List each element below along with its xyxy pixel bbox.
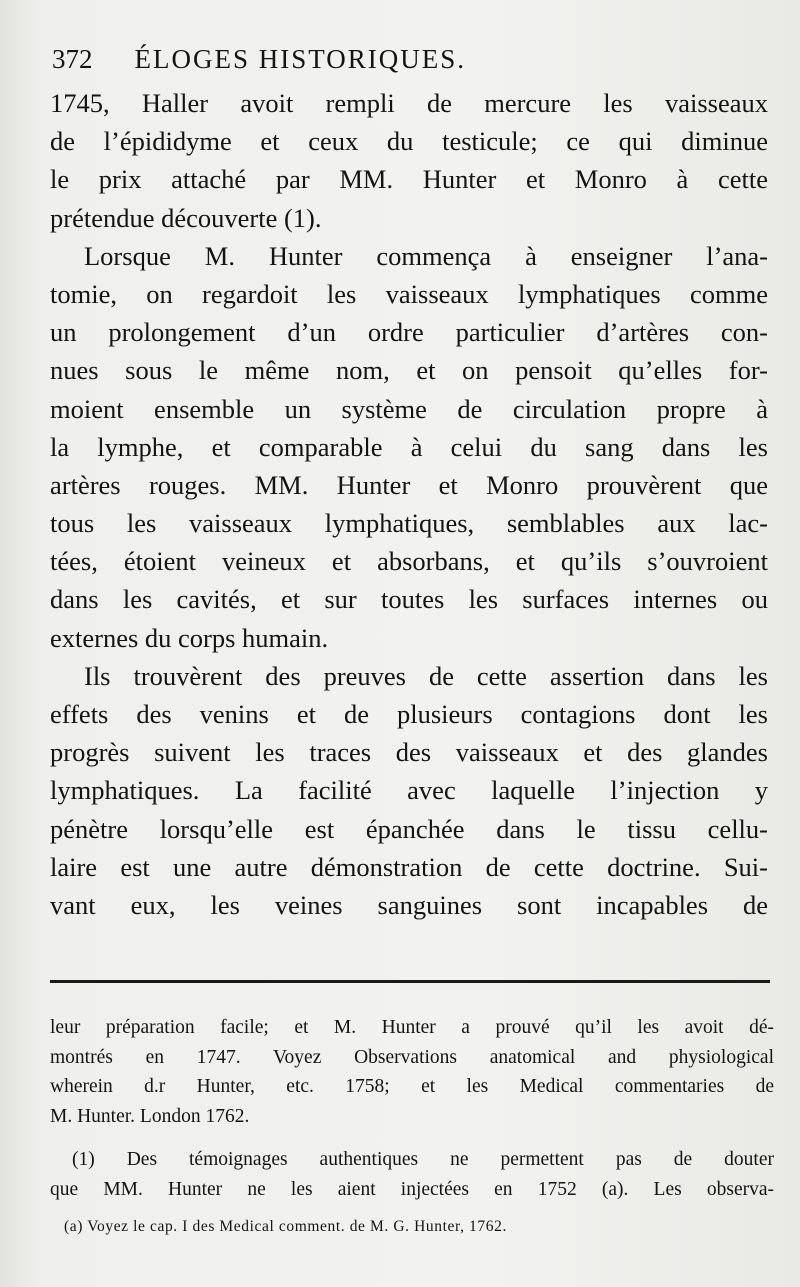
text-line: effets des venins et de plusieurs contagions dont les [50,699,768,729]
text-line: Ils trouvèrent des preuves de cette assertion dans les [84,660,768,691]
text-line: moient ensemble un système de circulation propre à [50,393,768,424]
text-line: Lorsque M. Hunter commença à enseigner l’ana- [84,240,768,271]
text-line: dans les cavités, et sur toutes les surfaces internes ou [50,584,768,615]
text-line: M. Hunter. London 1762. [50,1105,250,1127]
text-line: un prolongement d’un ordre particulier d’artères con- [50,317,768,348]
main-text [50,84,768,924]
footnote-1 [50,1145,774,1204]
page-header [52,44,760,84]
text-line: que MM. Hunter ne les aient injectées en 1752 (a). Les observa- [50,1178,774,1200]
text-line: externes du corps humain. [50,622,329,653]
subnote-a: (a) Voyez le cap. I des Medical comment. de M. G. Hunter, 1762. [64,1218,507,1235]
text-line: leur préparation facile; et M. Hunter a prouvé qu’il les avoit dé- [50,1017,774,1038]
text-line: vant eux, les veines sanguines sont incapables de [50,889,768,920]
text-line: progrès suivent les traces des vaisseaux et des glandes [50,737,768,768]
text-line: tous les vaisseaux lymphatiques, semblables aux lac- [50,508,768,539]
text-line: la lymphe, et comparable à celui du sang dans les [50,431,768,462]
text-line: laire est une autre démonstration de cette doctrine. Sui- [50,851,768,882]
footnote-rule [50,980,770,983]
text-line: montrés en 1747. Voyez Observations anatomical and physiological [50,1046,774,1068]
text-line: pénètre lorsqu’elle est épanchée dans le tissu cellu- [50,813,768,844]
text-line: tomie, on regardoit les vaisseaux lymphatiques comme [50,278,768,309]
text-line: tées, étoient veineux et absorbans, et qu’ils s’ouvroient [50,546,768,577]
text-line: le prix attaché par MM. Hunter et Monro à cette [50,164,768,195]
text-line: nues sous le même nom, et on pensoit qu’elles for- [50,355,768,386]
text-line: wherein d.r Hunter, etc. 1758; et les Medical commentaries de [50,1076,774,1097]
text-line: de l’épididyme et ceux du testicule; ce qui diminue [50,126,768,157]
text-line: (1) Des témoignages authentiques ne permettent pas de douter [72,1149,774,1170]
text-line: artères rouges. MM. Hunter et Monro prouvèrent que [50,469,768,500]
footnotes [50,1013,774,1218]
text-line: lymphatiques. La facilité avec laquelle l’injection y [50,775,768,806]
running-title: ÉLOGES HISTORIQUES. [134,44,467,74]
page-number: 372 [52,44,93,74]
text-line: 1745, Haller avoit rempli de mercure les vaisseaux [50,88,768,118]
footnote-continued [50,1013,774,1131]
text-line: prétendue découverte (1). [50,202,322,233]
